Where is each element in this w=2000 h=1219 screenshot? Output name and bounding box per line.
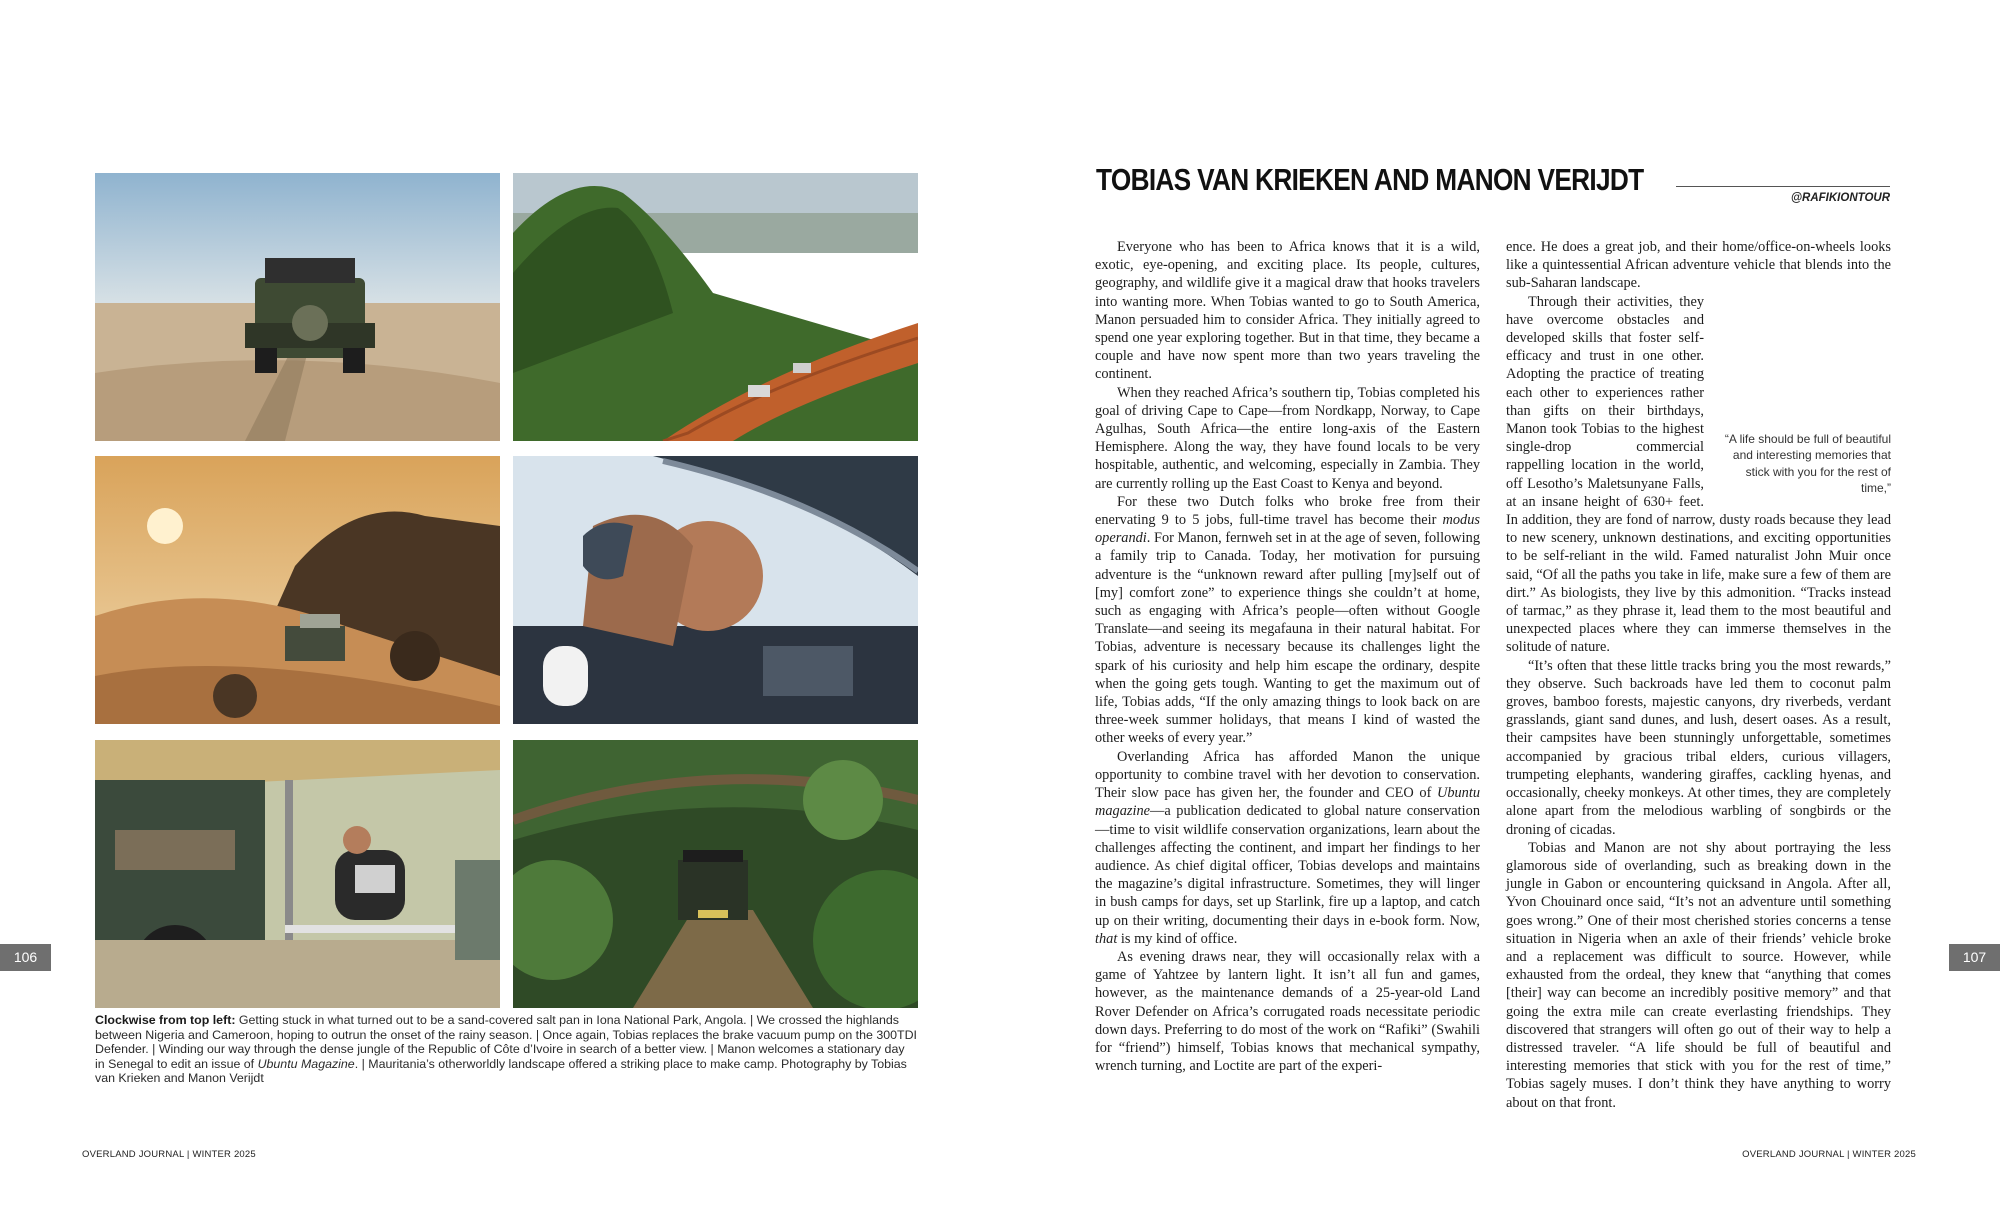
paragraph: ence. He does a great job, and their home/office-on-wheels looks like a quintessential African adventure vehicle that blends into the sub-Saharan landscape. (1506, 239, 1891, 292)
headline-rule (1676, 186, 1890, 187)
photo-salt-pan-vehicle (95, 173, 500, 441)
caption-lead: Clockwise from top left: (95, 1013, 236, 1027)
instagram-handle: @RAFIKIONTOUR (1790, 192, 1890, 204)
article-headline: TOBIAS VAN KRIEKEN AND MANON VERIJDT (1096, 163, 1644, 197)
paragraph: As evening draws near, they will occasionally relax with a game of Yahtzee by lantern light. It isn’t all fun and games, however, as the maintenance demands of a 25-year-old Land Rover Defender on Africa’s corrugated roads necessitate periodic down days. Preferring to do most of the work on “Rafiki” (Swahili for “friend”) himself, Tobias knows that mechanical sympathy, wrench turning, and Loctite are part of the experi- (1095, 948, 1480, 1075)
photo-camp-office (95, 740, 500, 1008)
article-column-1 (1095, 238, 1480, 1075)
photo-caption (95, 1013, 917, 1086)
paragraph: For these two Dutch folks who broke free from their enervating 9 to 5 jobs, full-time travel has become their modus operandi. For Manon, fernweh set in at the age of seven, following a family trip to Canada. Today, her motivation for pursuing adventure is the “unknown reward after pulling [my]self out of [my] comfort zone” to experience things she couldn’t at home, such as engaging with Africa’s people—often without Google Translate—and seeing its megafauna in their natural habitat. For Tobias, adventure is necessary because its challenges light the spark of his curiosity and help him escape the ordinary, despite when the going gets tough. Wanting to get the maximum out of life, Tobias adds, “If the only amazing things to look back on are three-week summer holidays, that means I kind of wasted the other weeks of every year.” (1095, 493, 1480, 747)
article-column-2 (1506, 238, 1891, 1112)
paragraph: “It’s often that these little tracks bring you the most rewards,” they observe. Such backroads have led them to coconut palm groves, bamboo forests, majestic canyons, dry riverbeds, verdant grasslands, giant sand dunes, and lush, desert oases. As a result, their campsites have been stunningly unforgettable, sometimes accompanied by gracious tribal elders, curious villagers, trumpeting elephants, wandering giraffes, cackling hyenas, and occasionally, cheeky monkeys. At other times, they are completely alone apart from the melodious warbling of songbirds or the droning of cicadas. (1506, 657, 1891, 838)
pull-quote: “A life should be full of beautiful and interesting memories that stick with you for the rest of time,” (1724, 431, 1891, 496)
paragraph: Everyone who has been to Africa knows that it is a wild, exotic, eye-opening, and exciting place. Its people, cultures, geography, and wildlife give it a magical draw that hooks travelers into wanting more. When Tobias wanted to go to South America, Manon persuaded him to consider Africa. They initially agreed to spend one year exploring together. But in that time, they became a couple and have now spent more than two years traveling the continent. (1095, 239, 1480, 383)
footer-left: OVERLAND JOURNAL | WINTER 2025 (82, 1149, 256, 1160)
caption-text-2: . | Mauritania’s otherworldly landscape offered a striking place to make camp. Photography by Tobias van Krieken and Manon Verijdt (95, 1056, 907, 1086)
photo-jungle-track (513, 740, 918, 1008)
paragraph: Through their activities, they have overcome obstacles and developed skills that foster self-efficacy and trust in one other. Adopting the practice of treating each other to experiences rather than gifts on their birthdays, Manon took Tobias to the highest single-drop commercial rappelling location in the world, off Lesotho’s Maletsunyane Falls, at an insane height of 630+ feet. In addition, they are fond of narrow, dusty roads because they lead to new scenery, unknown destinations, and exciting opportunities to be self-reliant in the wild. Famed naturalist John Muir once said, “Of all the paths you take in life, make sure a few of them are dirt.” As biologists, they live by this admonition. “Tracks instead of tarmac,” as they phrase it, lead them to the most beautiful and unexpected places where they can immerse themselves in the solitude of nature. (1506, 293, 1891, 656)
photo-highlands-road (513, 173, 918, 441)
paragraph: When they reached Africa’s southern tip, Tobias completed his goal of driving Cape to Cape—from Nordkapp, Norway, to Cape Agulhas, South Africa—the entire long-axis of the Eastern Hemisphere. Along the way, they have found locals to be very hospitable, authentic, and welcoming, especially in Zambia. They are currently rolling up the East Coast to Kenya and beyond. (1095, 384, 1480, 492)
caption-magazine-title: Ubuntu Magazine (257, 1056, 355, 1071)
paragraph: Tobias and Manon are not shy about portraying the less glamorous side of overlanding, such as breaking down in the jungle in Gabon or encountering quicksand in Angola. After all, Yvon Chouinard once said, “It’s not an adventure until something goes wrong.” One of their most cherished stories concerns a tense situation in Nigeria when an axle of their friends’ vehicle broke and a replacement was difficult to source. However, while exhausted from the ordeal, they knew that “anything that comes [their] way can become an incredibly positive memory” and that going the extra mile can create everlasting friendships. They discovered that strangers will often go out of their way to help a distressed traveler. “A life should be full of beautiful and interesting memories that stick with you for the rest of time,” Tobias sagely muses. I don’t think they have anything to worry about on that front. (1506, 839, 1891, 1111)
paragraph: Overlanding Africa has afforded Manon the unique opportunity to combine travel with her devotion to conservation. Their slow pace has given her, the founder and CEO of Ubuntu magazine—a publication dedicated to global nature conservation—time to visit wildlife conservation organizations, learn about the challenges affecting the continent, and impart her findings to her audience. As chief digital officer, Tobias develops and maintains the magazine’s digital infrastructure. Sometimes, they will linger in bush camps for days, set up Starlink, fire up a laptop, and catch up on their writing, documenting their days in e-book form. Now, that is my kind of office. (1095, 748, 1480, 947)
page-number-left: 106 (0, 944, 51, 971)
photo-mauritania-camp (95, 456, 500, 724)
page-number-right: 107 (1949, 944, 2000, 971)
photo-engine-repair (513, 456, 918, 724)
footer-right: OVERLAND JOURNAL | WINTER 2025 (1742, 1149, 1916, 1160)
caption-text-1: Getting stuck in what turned out to be a sand-covered salt pan in Iona National Park, Angola. | We crossed the highlands between Nigeria and Cameroon, hoping to outrun the onset of the rainy season. | Once again, Tobias replaces the brake vacuum pump on the 300TDI Defender. | Winding our way through the dense jungle of the Republic of Côte d’Ivoire in search of a better view. | Manon welcomes a stationary day in Senegal to edit an issue of (95, 1013, 917, 1071)
